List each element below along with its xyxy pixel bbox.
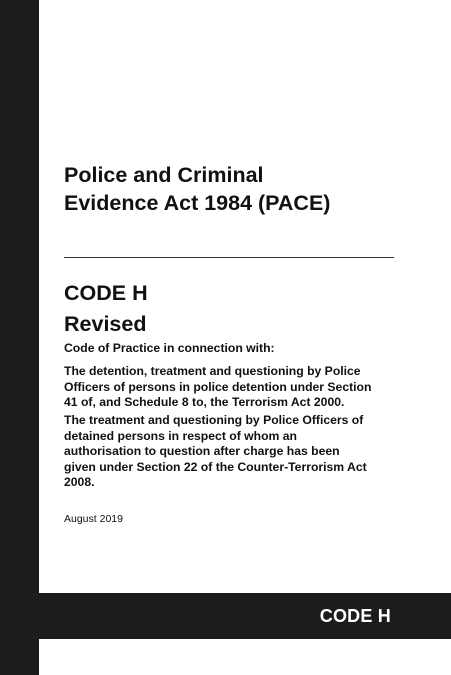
scope-paragraph-1: The detention, treatment and questioning by Police Officers of persons in police detention under Section 41 of, and Schedule 8 to, the Terrorism Act 2000. [64, 364, 372, 409]
band-code-label: CODE H [319, 606, 391, 626]
publication-date: August 2019 [64, 513, 123, 525]
scope-paragraph-2: The treatment and questioning by Police Officers of detained persons in respect of whom an authorisation to question after charge has been given under Section 22 of the Counter-Terrorism Act 2008. [64, 413, 367, 489]
left-spine-bar [0, 0, 39, 675]
intro-text: Code of Practice in connection with: [64, 341, 275, 355]
code-heading: CODE H [64, 281, 148, 305]
document-title: Police and Criminal Evidence Act 1984 (PACE) [64, 163, 331, 215]
bottom-band [39, 593, 451, 639]
divider-rule [64, 257, 394, 258]
revised-label: Revised [64, 312, 147, 336]
